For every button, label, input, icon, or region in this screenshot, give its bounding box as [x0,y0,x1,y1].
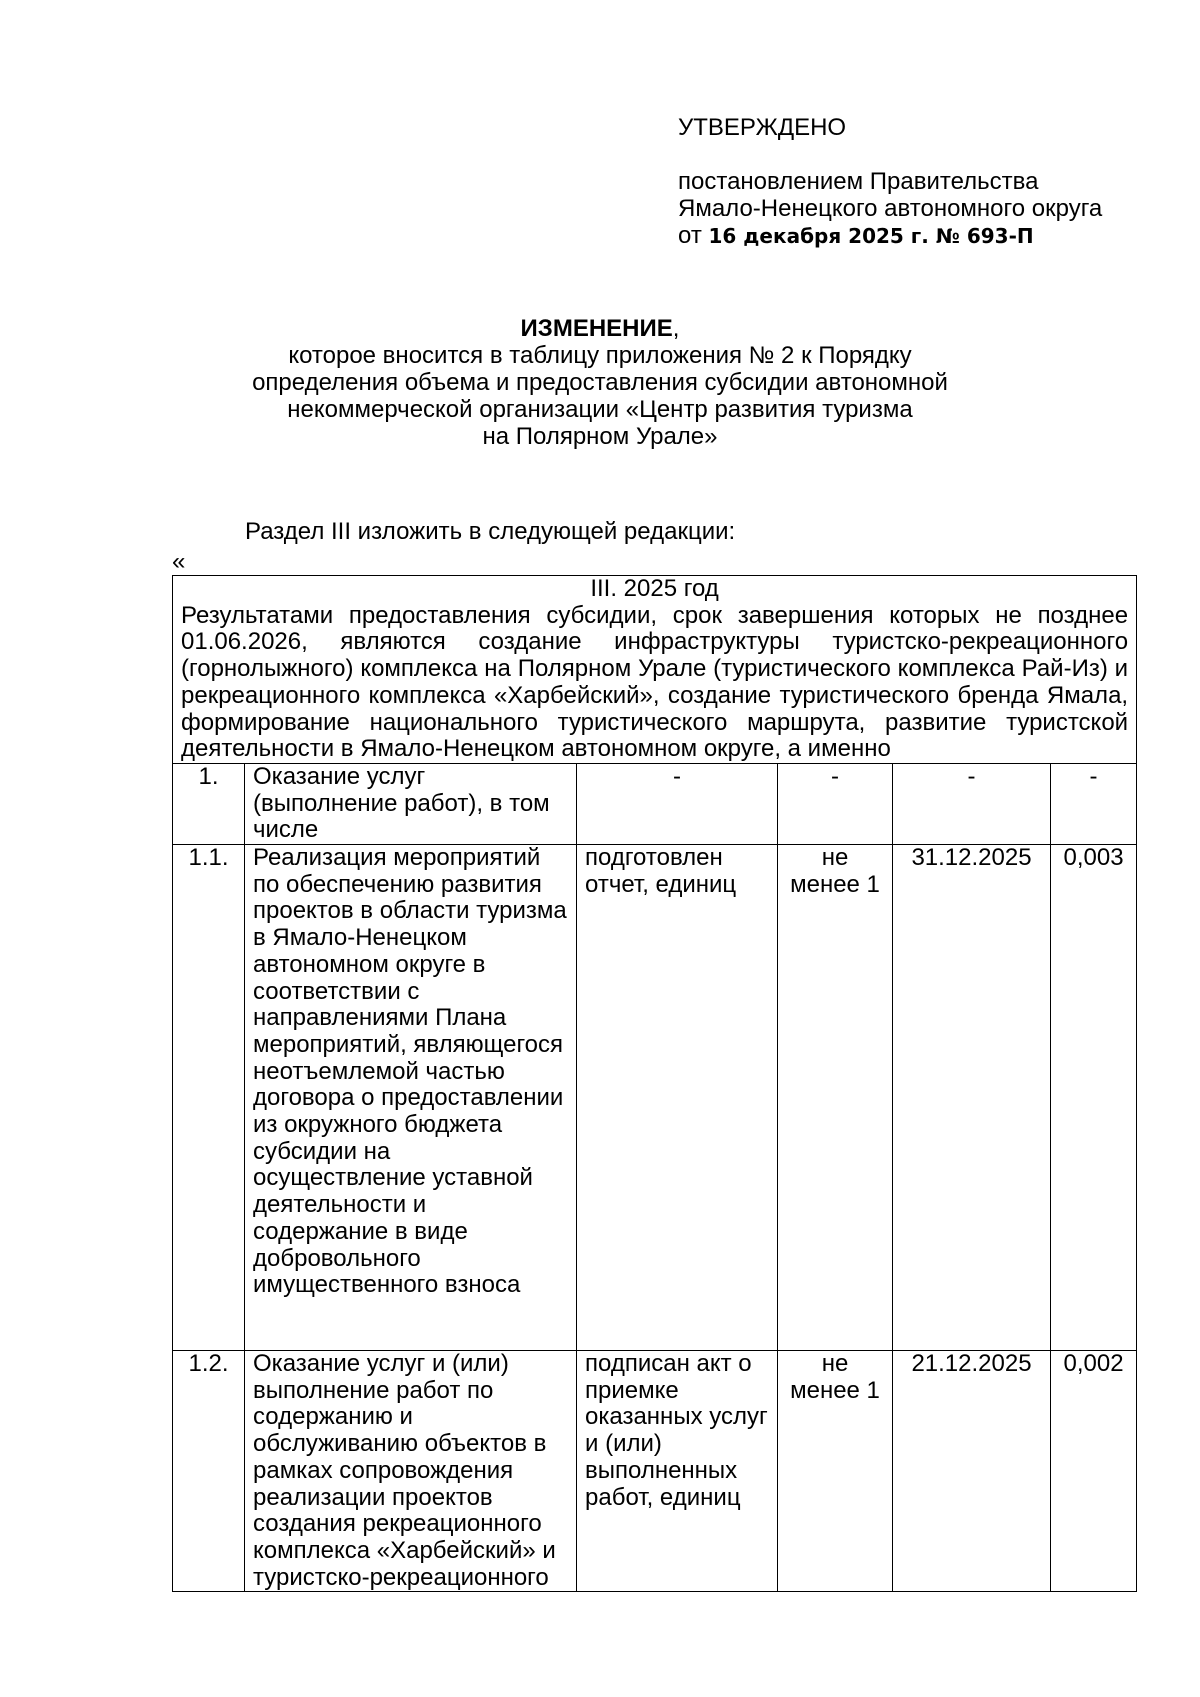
section-text: Результатами предоставления субсидии, срок завершения которых не позднее 01.06.2026, являются создание инфраструктуры туристско-рекреационного (горнолыжного) комплекса на Полярном Урале (туристического комплекса Рай-Из) и рекреационного комплекса «Харбейский», создание туристического бренда Ямала, формирование национального туристического маршрута, развитие туристской деятельности в Ямало-Ненецком автономном округе, а именно [181,601,1129,763]
section-row [173,576,1137,764]
row-amount: - [1051,763,1137,844]
row-indicator: подготовлен отчет, единиц [577,845,778,1351]
title-line-2: определения объема и предоставления субсидии автономной [252,369,948,396]
title-line-4: на Полярном Урале» [482,423,718,450]
approval-date-number: 16 декабря 2025 г. № 693-П [708,224,1034,248]
approval-date-prefix: от [678,222,702,249]
row-indicator: - [577,763,778,844]
row-name: Оказание услуг и (или) выполнение работ по содержанию и обслуживанию объектов в рамках сопровождения реализации проектов создания рекреационного комплекса «Харбейский» и туристско-рекреационного [245,1351,577,1592]
row-number: 1. [173,763,245,844]
table-row [173,1351,1137,1592]
row-value: не менее 1 [778,1351,893,1592]
row-date: - [893,763,1051,844]
approval-line-2: Ямало-Ненецкого автономного округа [678,195,1103,222]
intro-text: Раздел III изложить в следующей редакции: [245,518,736,545]
title-comma: , [672,315,680,342]
table-row [173,845,1137,1351]
document-title [150,315,1050,450]
results-table [172,575,1137,1592]
approval-block [678,114,1102,250]
open-quote: « [172,548,186,575]
row-amount: 0,003 [1051,845,1137,1351]
table-row [173,763,1137,844]
title-line-3: некоммерческой организации «Центр развития туризма [287,396,913,423]
row-amount: 0,002 [1051,1351,1137,1592]
approval-heading: УТВЕРЖДЕНО [678,114,847,141]
row-name: Реализация мероприятий по обеспечению развития проектов в области туризма в Ямало-Ненецком автономном округе в соответствии с направлениями Плана мероприятий, являющегося неотъемлемой частью договора о предоставлении из окружного бюджета субсидии на осуществление уставной деятельности и содержание в виде добровольного имущественного взноса [245,845,577,1351]
title-line-1: которое вносится в таблицу приложения № 2 к Порядку [288,342,912,369]
row-date: 31.12.2025 [893,845,1051,1351]
row-date: 21.12.2025 [893,1351,1051,1592]
title-main: ИЗМЕНЕНИЕ [520,315,673,342]
row-number: 1.2. [173,1351,245,1592]
row-value: не менее 1 [778,845,893,1351]
row-name: Оказание услуг (выполнение работ), в том числе [245,763,577,844]
row-number: 1.1. [173,845,245,1351]
section-heading: III. 2025 год [590,575,719,602]
row-indicator: подписан акт о приемке оказанных услуг и (или) выполненных работ, единиц [577,1351,778,1592]
row-value: - [778,763,893,844]
approval-date [678,222,1102,250]
approval-line-1: постановлением Правительства [678,168,1039,195]
